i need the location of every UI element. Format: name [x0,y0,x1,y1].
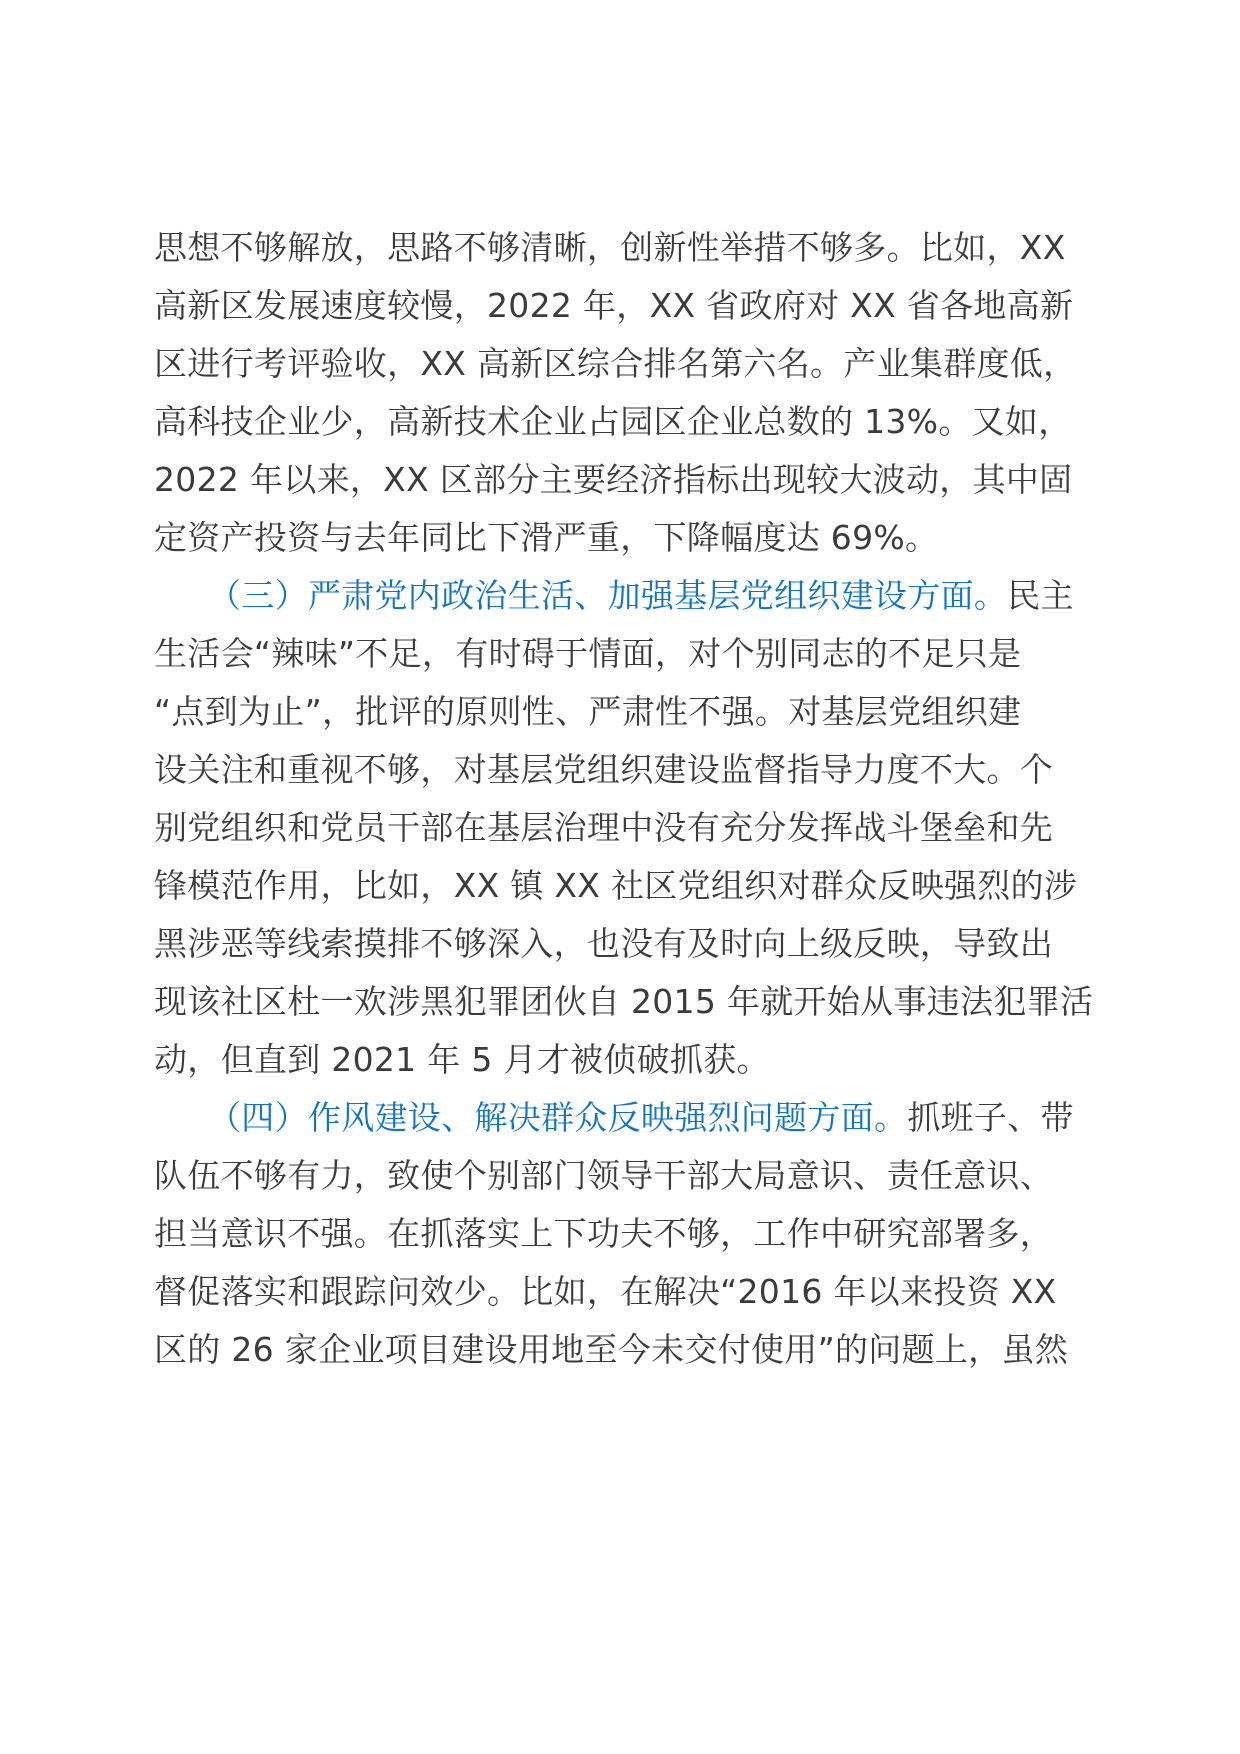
paragraph-line: 队伍不够有力，致使个别部门领导干部大局意识、责任意识、 [154,1156,1054,1195]
paragraph-line: 锋模范作用，比如，XX 镇 XX 社区党组织对群众反映强烈的涉 [154,866,1078,905]
section-4-first-line [208,1085,1094,1151]
section-3-heading: （三）严肃党内政治生活、加强基层党组织建设方面。 [208,576,1008,615]
paragraph-line: 担当意识不强。在抓落实上下功夫不够，工作中研究部署多， [154,1214,1054,1253]
paragraph-line: 高科技企业少，高新技术企业占园区企业总数的 13%。又如， [154,402,1072,441]
paragraph-line: 定资产投资与去年同比下滑严重，下降幅度达 69%。 [154,518,939,557]
paragraph-line: 区进行考评验收，XX 高新区综合排名第六名。产业集群度低， [154,344,1077,383]
paragraph-line: 区的 26 家企业项目建设用地至今未交付使用”的问题上，虽然 [154,1330,1069,1369]
paragraph-line: 高新区发展速度较慢，2022 年，XX 省政府对 XX 省各地高新 [154,286,1074,325]
paragraph-line: 黑涉恶等线索摸排不够深入，也没有及时向上级反映，导致出 [154,924,1054,963]
section-3-text: 民主 [1007,576,1074,615]
paragraph-line: 思想不够解放，思路不够清晰，创新性举措不够多。比如，XX [154,228,1066,267]
paragraph-line: 生活会“辣味”不足，有时碍于情面，对个别同志的不足只是 [154,634,1022,673]
section-4-text: 抓班子、带 [907,1098,1074,1137]
section-3-first-line [208,563,1094,629]
paragraph-line: 现该社区杜一欢涉黑犯罪团伙自 2015 年就开始从事违法犯罪活 [154,982,1094,1021]
paragraph-line: 督促落实和跟踪问效少。比如，在解决“2016 年以来投资 XX [154,1272,1057,1311]
section-4-heading: （四）作风建设、解决群众反映强烈问题方面。 [208,1098,908,1137]
paragraph-line: “点到为止”，批评的原则性、严肃性不强。对基层党组织建 [154,692,1022,731]
paragraph-line: 动，但直到 2021 年 5 月才被侦破抓获。 [154,1040,770,1079]
paragraph-line: 2022 年以来，XX 区部分主要经济指标出现较大波动，其中固 [154,460,1073,499]
paragraph-line: 设关注和重视不够，对基层党组织建设监督指导力度不大。个 [154,750,1054,789]
paragraph-line: 别党组织和党员干部在基层治理中没有充分发挥战斗堡垒和先 [154,808,1054,847]
